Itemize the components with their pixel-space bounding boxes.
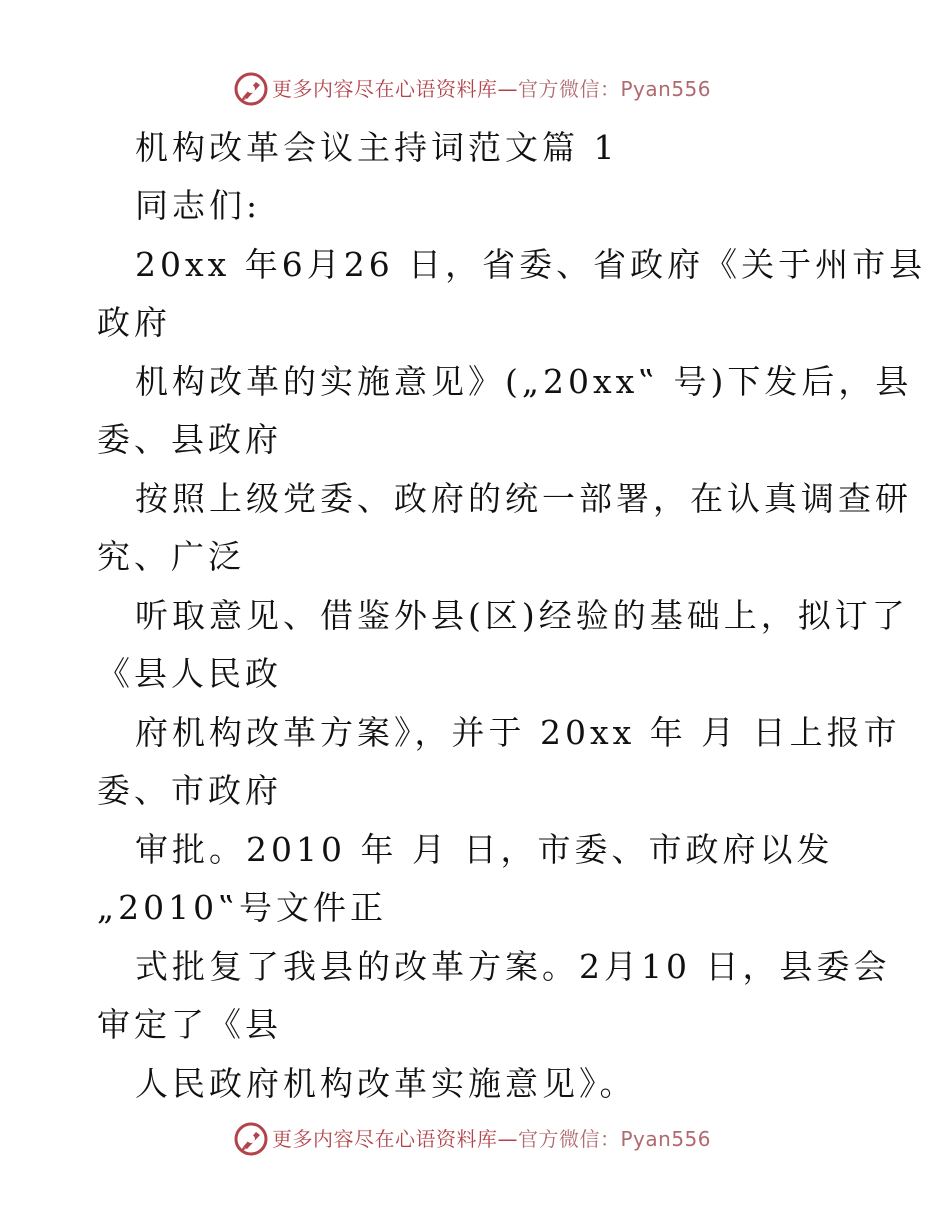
text-line: 同志们: (135, 186, 262, 225)
text-line: 审定了《县 (97, 1005, 282, 1044)
text-line: 20xx 年6月26 日，省委、省政府《关于州市县 (135, 245, 927, 284)
document-title: 机构改革会议主持词范文篇 1 (135, 128, 619, 167)
text-line: 式批复了我县的改革方案。2月10 日，县委会 (135, 947, 891, 986)
watermark-banner-bottom (0, 1120, 950, 1160)
text-line: 按照上级党委、政府的统一部署，在认真调查研 (135, 479, 912, 518)
text-line: 府机构改革方案》，并于 20xx 年 月 日上报市 (135, 713, 901, 752)
text-line: 委、县政府 (97, 420, 282, 459)
pen-seal-logo-icon (234, 1122, 268, 1156)
text-line: 《县人民政 (97, 654, 282, 693)
text-line: 究、广泛 (97, 537, 245, 576)
text-line: 审批。2010 年 月 日，市委、市政府以发 (135, 830, 834, 869)
text-line: 听取意见、借鉴外县(区)经验的基础上，拟订了 (135, 596, 909, 635)
watermark-text: 更多内容尽在心语资料库—官方微信：Pyan556 (272, 77, 712, 101)
text-line: 委、市政府 (97, 771, 282, 810)
text-line: 人民政府机构改革实施意见》。 (135, 1064, 637, 1103)
text-line: „2010‟号文件正 (97, 888, 387, 927)
watermark-banner-top (0, 70, 950, 110)
pen-seal-logo-icon (234, 72, 268, 106)
watermark-text: 更多内容尽在心语资料库—官方微信：Pyan556 (272, 1127, 712, 1151)
text-line: 机构改革的实施意见》(„20xx‟ 号)下发后，县 (135, 362, 913, 401)
text-line: 政府 (97, 303, 171, 342)
